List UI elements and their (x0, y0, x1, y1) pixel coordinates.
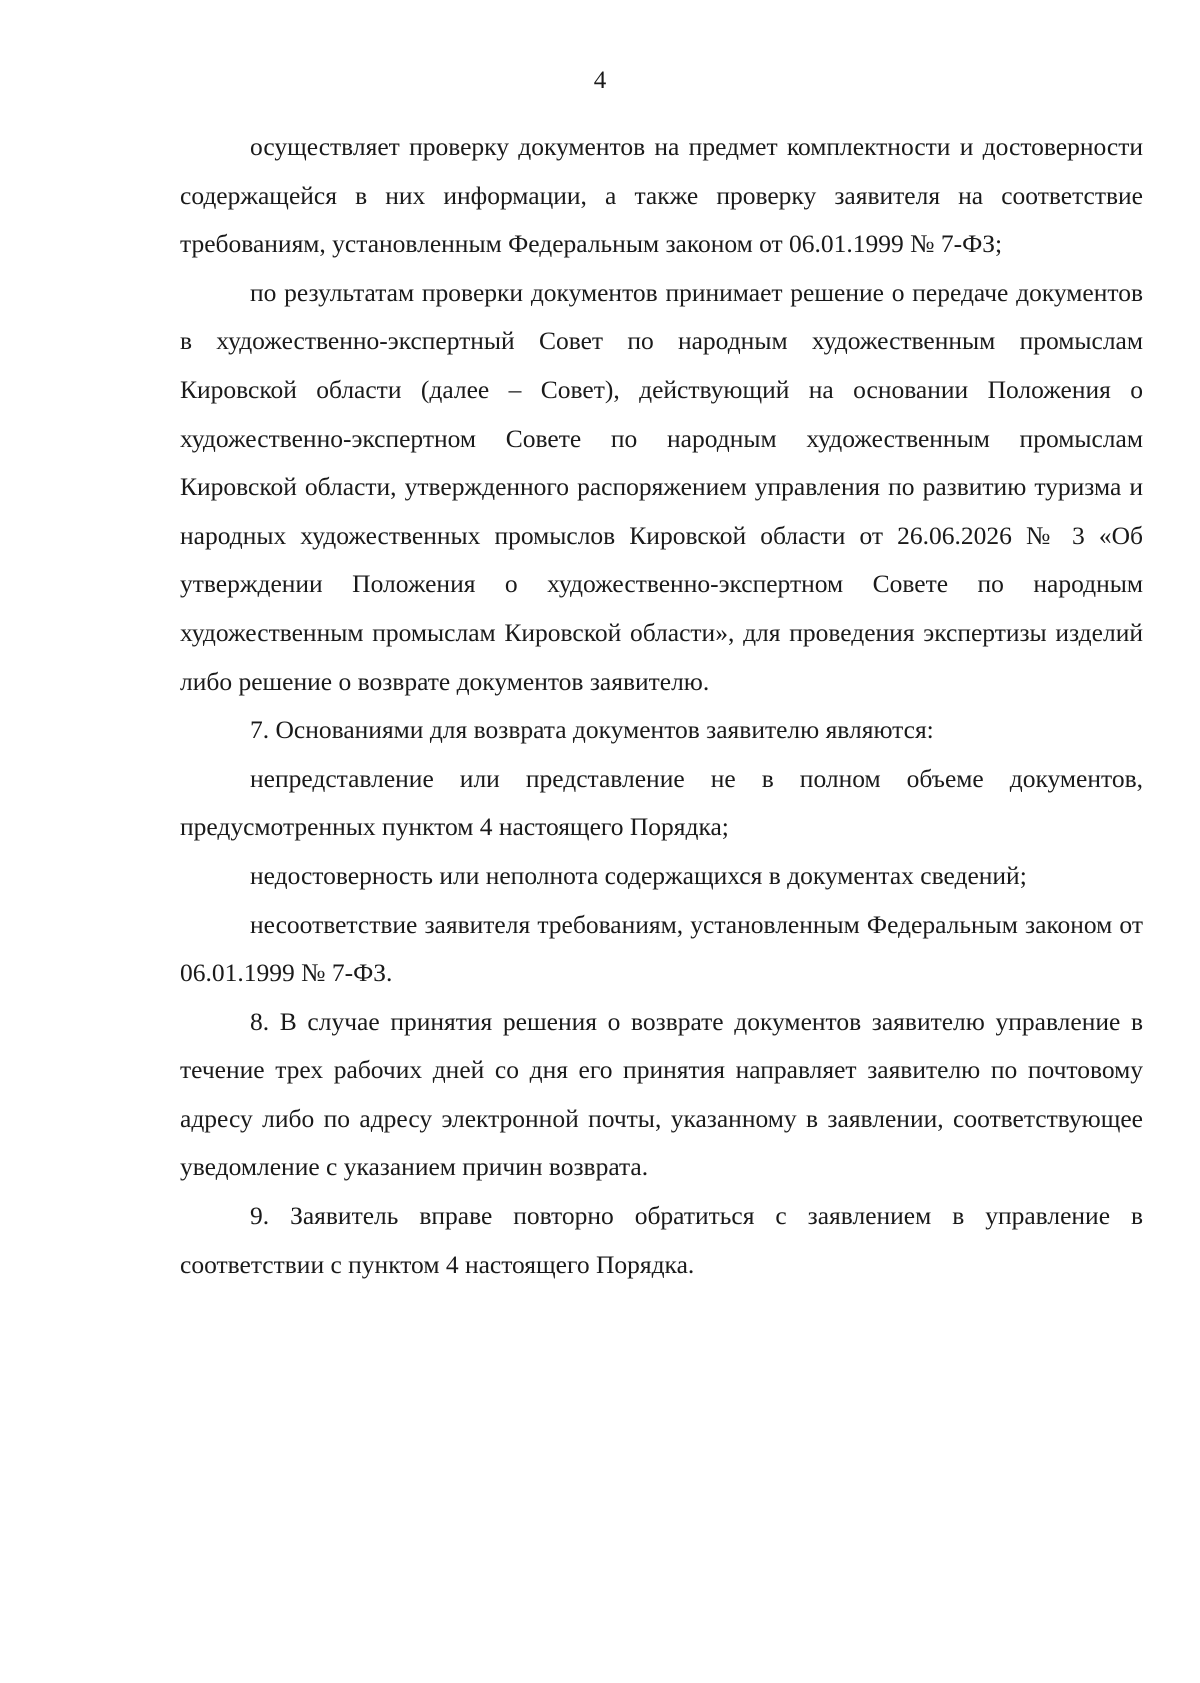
paragraph-item-7-return-grounds: 7. Основаниями для возврата документов заявителю являются: (250, 715, 934, 745)
paragraph-transfer-decision: по результатам проверки документов принимает решение о передаче документов в художественно-экспертный Совет по народным художественным промыслам Кировской области (далее – Совет), действующий на основании Положения о художественно-экспертном Совете по народным художественным промыслам Кировской области, утвержденного распоряжением управления по развитию туризма и народных художественных промыслов Кировской области от 26.06.2026 № 3 «Об утверждении Положения о художественно-экспертном Совете по народным художественным промыслам Кировской области», для проведения экспертизы изделий либо решение о возврате документов заявителю. (180, 277, 1143, 696)
page-number: 4 (593, 67, 607, 94)
paragraph-ground-noncompliance: несоответствие заявителя требованиям, установленным Федеральным законом от 06.01.1999 № 7-ФЗ. (180, 909, 1143, 988)
paragraph-item-9-reapply: 9. Заявитель вправе повторно обратиться с заявлением в управление в соответствии с пунктом 4 настоящего Порядка. (180, 1201, 1143, 1279)
document-body (180, 123, 1143, 1289)
paragraph-ground-incomplete-documents: непредставление или представление не в полном объеме документов, предусмотренных пунктом 4 настоящего Порядка; (180, 763, 1143, 842)
paragraph-ground-unreliable-info: недостоверность или неполнота содержащихся в документах сведений; (250, 860, 1027, 890)
paragraph-document-check: осуществляет проверку документов на предмет комплектности и достоверности содержащейся в них информации, а также проверку заявителя на соответствие требованиям, установленным Федеральным законом от 06.01.1999 № 7-ФЗ; (180, 132, 1143, 259)
paragraph-item-8-return-notice: 8. В случае принятия решения о возврате документов заявителю управление в течение трех рабочих дней со дня его принятия направляет заявителю по почтовому адресу либо по адресу электронной почты, указанному в заявлении, соответствующее уведомление с указанием причин возврата. (180, 1006, 1143, 1182)
